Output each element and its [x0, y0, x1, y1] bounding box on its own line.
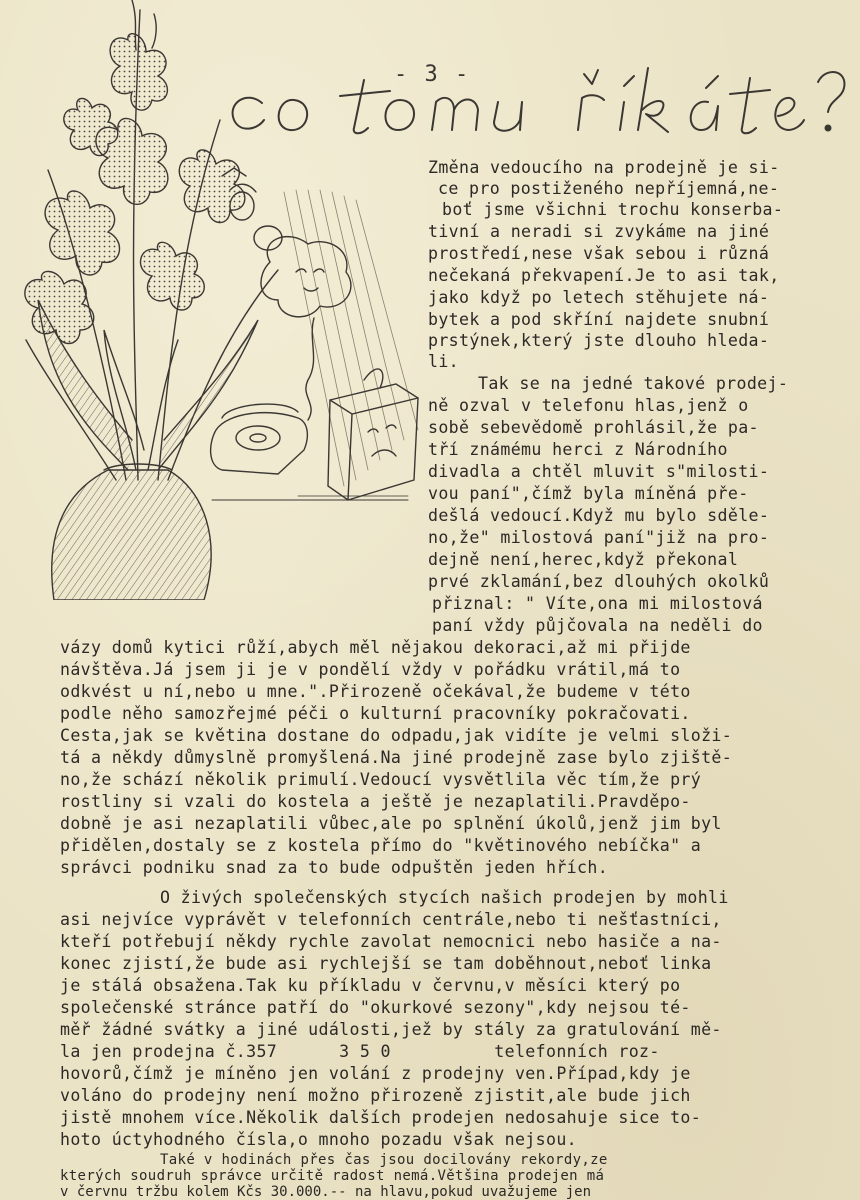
- body-line: ce pro postiženého nepříjemná,ne-: [438, 179, 780, 198]
- body-line: boť jsme všichni trochu konserba-: [442, 200, 784, 219]
- body-line: dešlá vedoucí.Když mu bylo sděle-: [428, 506, 770, 525]
- body-line: bytek a pod skříní najdete snubní: [428, 310, 770, 329]
- body-line: la jen prodejna č.357 3 5 0 telefonních roz-: [60, 1042, 660, 1061]
- body-line: podle něho samozřejmé péči o kulturní pracovníky pokračovati.: [60, 704, 691, 723]
- body-line: dejně není,herec,když překonal: [428, 550, 739, 569]
- body-line: prstýnek,který jste dlouho hleda-: [428, 331, 770, 350]
- body-line: vázy domů kytici růží,abych měl nějakou dekoraci,až mi přijde: [60, 638, 691, 657]
- body-line: O živých společenských stycích našich prodejen by mohli: [160, 888, 729, 907]
- body-line: li.: [428, 352, 460, 371]
- body-line: paní vždy půjčovala na neděli do: [432, 616, 763, 635]
- body-line: je stálá obsažena.Tak ku příkladu v červnu,v měsíci který po: [60, 976, 681, 995]
- body-line: tří známému herci z Národního: [428, 440, 728, 459]
- body-line: Tak se na jedné takové prodej-: [478, 374, 789, 393]
- body-line: jako když po letech stěhujete ná-: [428, 288, 770, 307]
- body-line: nečekaná překvapení.Je to asi tak,: [428, 266, 780, 285]
- body-line: prostředí,nese však sebou i různá: [428, 244, 770, 263]
- body-line: konec zjistí,že bude asi rychlejší se tam doběhnout,neboť linka: [60, 954, 712, 973]
- body-line: no,že schází několik primulí.Vedoucí vysvětlila věc tím,že prý: [60, 770, 702, 789]
- body-line: správci podniku snad za to bude odpuštěn jeden hřích.: [60, 858, 609, 877]
- page-number: - 3 -: [394, 62, 471, 87]
- body-line: Cesta,jak se květina dostane do odpadu,jak vidíte je velmi složi-: [60, 726, 733, 745]
- body-line: přiznal: " Víte,ona mi milostová: [432, 594, 763, 613]
- body-line: odkvést u ní,nebo u mne.".Přirozeně očekával,že budeme v této: [60, 682, 691, 701]
- body-line: měř žádné svátky a jiné události,jež by stály za gratulování mě-: [60, 1020, 722, 1039]
- body-line: přidělen,dostaly se z kostela přímo do "květinového nebíčka" a: [60, 836, 702, 855]
- body-line: divadla a chtěl mluvit s"milosti-: [428, 462, 770, 481]
- body-line: Změna vedoucího na prodejně je si-: [428, 158, 780, 177]
- body-line: ně ozval v telefonu hlas,jenž o: [428, 396, 749, 415]
- gladiolus-vase-telephone-drawing-icon: [8, 0, 428, 600]
- body-line: hoto úctyhodného čísla,o mnoho pozadu však nejsou.: [60, 1130, 578, 1149]
- body-line: voláno do prodejny není možno přirozeně zjistit,ale bude jich: [60, 1086, 691, 1105]
- body-line: tá a někdy důmyslně promyšlená.Na jiné prodejně zase bylo zjiště-: [60, 748, 733, 767]
- body-line: návštěva.Já jsem ji je v pondělí vždy v pořádku vrátil,má to: [60, 660, 681, 679]
- body-line: prvé zklamání,bez dlouhých okolků: [428, 572, 770, 591]
- body-line: no,že" milostová paní"již na pro-: [428, 528, 770, 547]
- body-line: v červnu tržbu kolem Kčs 30.000.-- na hlavu,pokud uvažujeme jen: [60, 1184, 592, 1200]
- body-line: tivní a neradi si zvykáme na jiné: [428, 222, 770, 241]
- body-line: kteří potřebují někdy rychle zavolat nemocnici nebo hasiče a na-: [60, 932, 722, 951]
- body-line: Také v hodinách přes čas jsou docilovány rekordy,ze: [160, 1152, 608, 1168]
- body-line: společenské stránce patří do "okurkové sezony",kdy nejsou té-: [60, 998, 691, 1017]
- body-line: jistě mnohem více.Několik dalších prodejen nedosahuje sice to-: [60, 1108, 702, 1127]
- body-line: rostliny si vzali do kostela a ještě je nezaplatili.Pravděpo-: [60, 792, 691, 811]
- body-line: kterých soudruh správce určitě radost nemá.Většina prodejen má: [60, 1168, 605, 1184]
- body-line: sobě sebevědomě prohlásil,že pa-: [428, 418, 759, 437]
- body-line: dobně je asi nezaplatili vůbec,ale po splnění úkolů,jenž jim byl: [60, 814, 722, 833]
- body-line: vou paní",čímž byla míněná pře-: [428, 484, 749, 503]
- body-line: asi nejvíce vyprávět v telefonních centrále,nebo ti nešťastníci,: [60, 910, 722, 929]
- body-line: hovorů,čímž je míněno jen volání z prodejny ven.Případ,kdy je: [60, 1064, 691, 1083]
